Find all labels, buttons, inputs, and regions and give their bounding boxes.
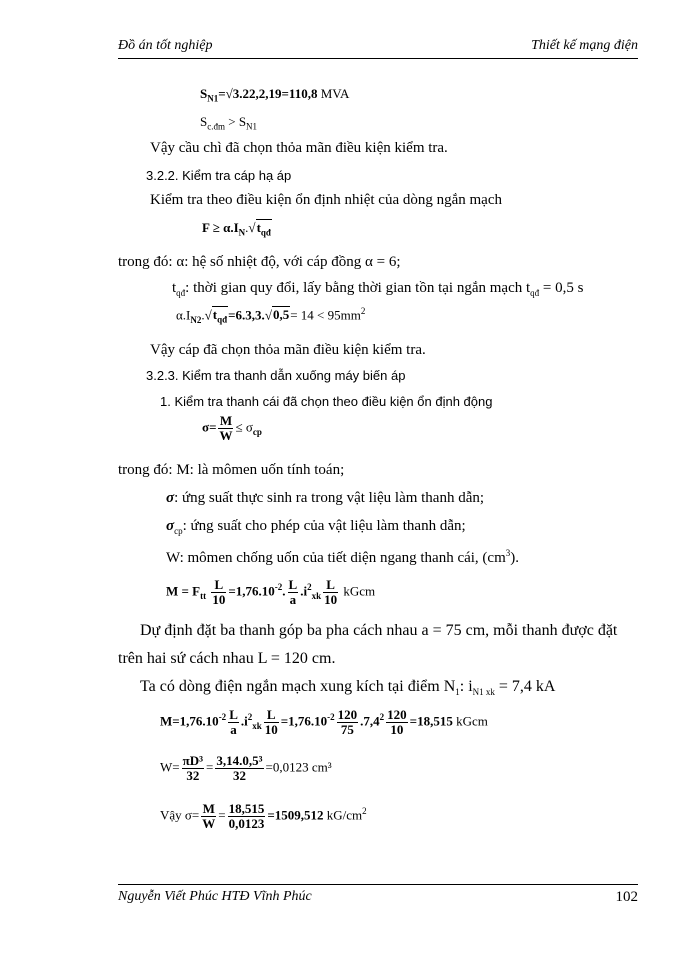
header-right: Thiết kế mạng điện bbox=[531, 38, 638, 53]
item-1-text: 1. Kiểm tra thanh cái đã chọn theo điều kiện ổn định động bbox=[160, 394, 493, 409]
page-header bbox=[118, 36, 638, 59]
page-footer bbox=[118, 884, 638, 911]
formula-m-general: $M = F_{tt}$ $\frac{L}{10}$ $=1,76.10^{-2}$. $\frac{L}{a}$ $.i^2_{xk}$ $\frac{L}{10}$ kGcm bbox=[166, 577, 376, 607]
para-2: trên hai sứ cách nhau L = 120 cm. bbox=[118, 650, 336, 667]
where-alpha-text: trong đó: α: hệ số nhiệt độ, với cáp đồng α = 6; bbox=[118, 254, 401, 270]
w-desc-text: W: mômen chống uốn của tiết diện ngang thanh cái, $(cm^3)$. bbox=[166, 548, 520, 566]
check-thermal-text: Kiểm tra theo điều kiện ổn định nhiệt của dòng ngắn mạch bbox=[150, 192, 502, 208]
footer-author: Nguyễn Viết Phúc HTĐ Vĩnh Phúc bbox=[118, 889, 312, 904]
fuse-ok-text: Vậy cầu chì đã chọn thỏa mãn điều kiện kiểm tra. bbox=[150, 140, 448, 156]
where-m-text: trong đó: M: là mômen uốn tính toán; bbox=[118, 462, 345, 478]
formula-sigma-condition: σ= $\frac{M}{W}$ ≤ $\sigma_{cp}$ bbox=[202, 413, 262, 443]
formula-scdm: $S_{c.đm} > S_{N1}$ bbox=[200, 114, 258, 132]
formula-m-computed: $M=1,76.10^{-2}$ $\frac{L}{a}$ $.i^2_{xk}$ $\frac{L}{10}$ $=1,76.10^{-2}$ $\frac{120}{75}$ .7,4$^2$ $\frac{120}{10}$ =18,515 kGcm bbox=[160, 707, 488, 737]
formula-sn1: $S_{N1}=√3.22,2,19=110,8$ MVA bbox=[200, 86, 350, 104]
page-number: 102 bbox=[615, 889, 638, 905]
heading-3-2-3: 3.2.3. Kiểm tra thanh dẫn xuống máy biến áp bbox=[146, 368, 406, 383]
header-left: Đồ án tốt nghiệp bbox=[118, 38, 213, 53]
para-3: Ta có dòng điện ngắn mạch xung kích tại điểm $N_1$: $i_{N1 xk} = 7,4$ kA bbox=[140, 678, 556, 698]
formula-w: W= $\frac{\text{πD³}}{32}$ = $\frac{\text{3,14.0,5³}}{32}$ =0,0123 cm³ bbox=[160, 753, 332, 783]
formula-thermal-condition: $F \ge \alpha.I_N.√t_{qđ}$ bbox=[202, 220, 271, 238]
cable-ok-text: Vậy cáp đã chọn thỏa mãn điều kiện kiểm tra. bbox=[150, 342, 426, 358]
sigmacp-desc-text: $\sigma_{cp}$: ứng suất cho phép của vật liệu làm thanh dẫn; bbox=[166, 518, 466, 536]
formula-alpha-calc: $\alpha.I_{N2}.√t_{qđ}=6.3,3.√0,5= 14 < 95mm^2$ bbox=[176, 306, 366, 325]
formula-sigma-result: Vậy σ= $\frac{M}{W}$ = $\frac{18,515}{0,0123}$ =1509,512 $kG/cm^2$ bbox=[160, 801, 367, 831]
para-1: Dự định đặt ba thanh góp ba pha cách nhau a = 75 cm, mỗi thanh được đặt bbox=[140, 622, 618, 639]
sigma-desc-text: σ: ứng suất thực sinh ra trong vật liệu làm thanh dẫn; bbox=[166, 490, 485, 506]
heading-3-2-2: 3.2.2. Kiểm tra cáp hạ áp bbox=[146, 168, 292, 183]
tqd-text: $t_{qđ}$: thời gian quy đổi, lấy bằng thời gian tồn tại ngắn mạch $t_{qđ} = 0,5$ s bbox=[172, 280, 584, 298]
